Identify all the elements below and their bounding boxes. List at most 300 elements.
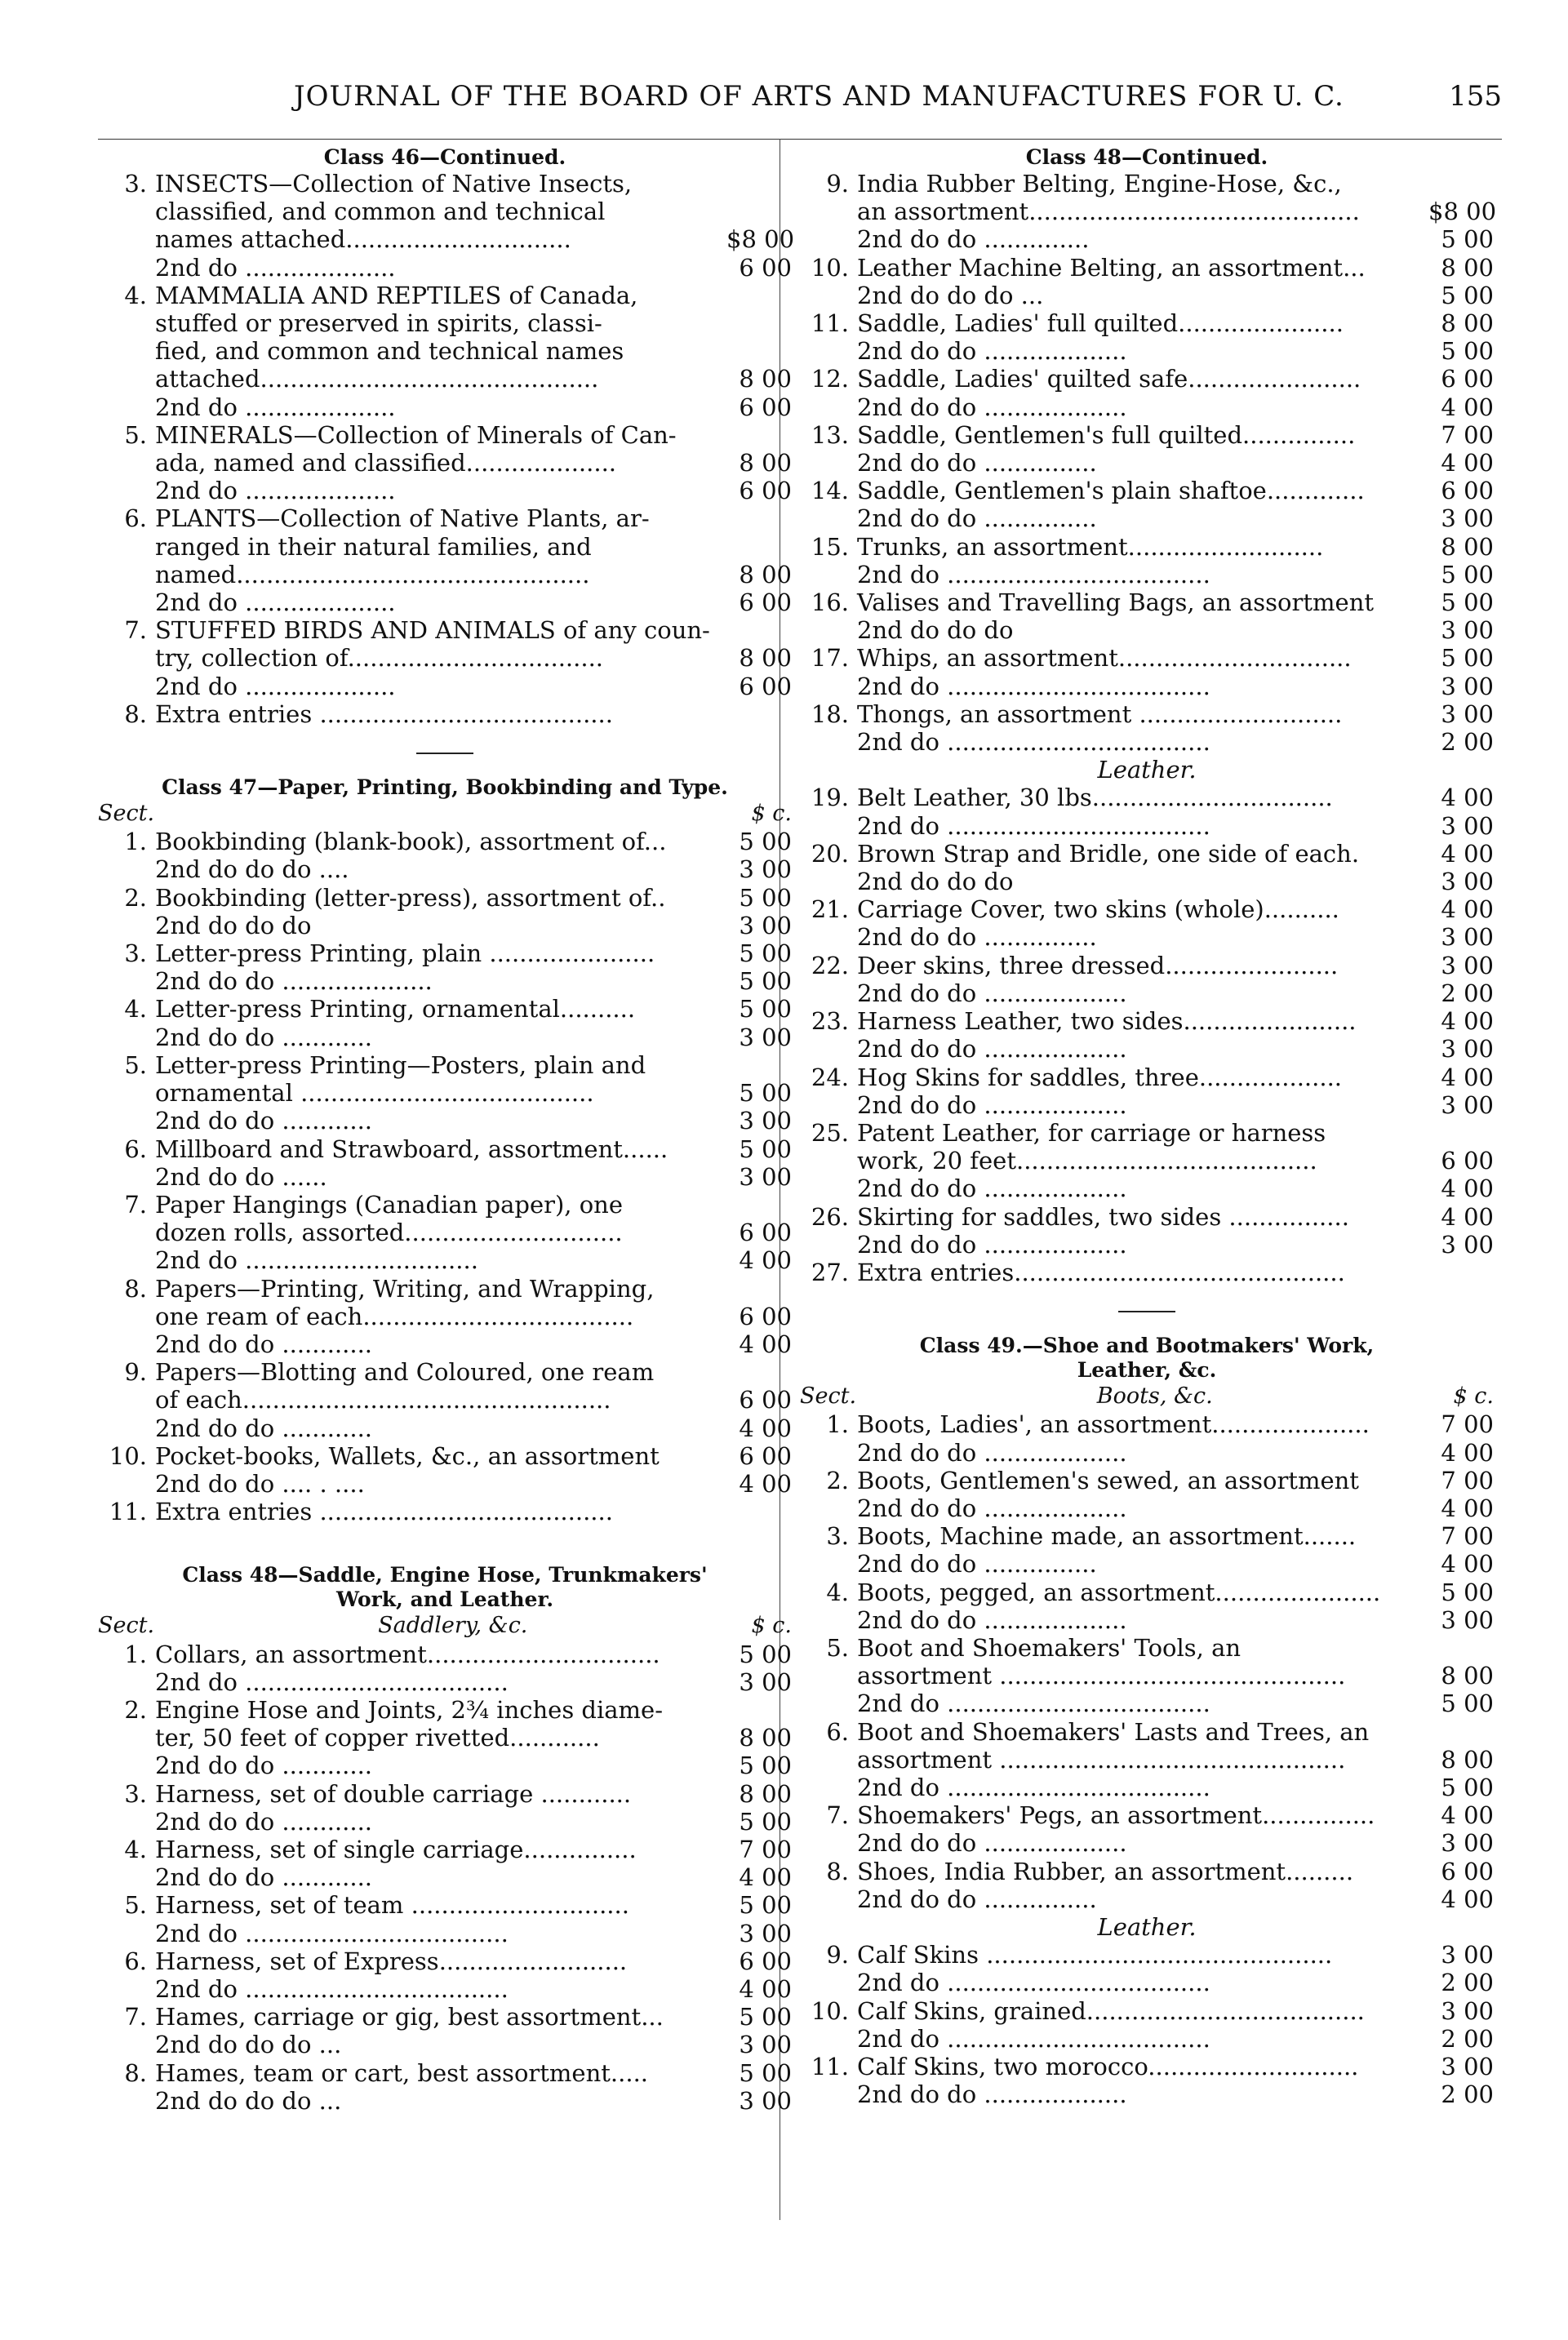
item-number: 25. — [811, 1118, 849, 1147]
list-item — [800, 1969, 1494, 1996]
list-item — [800, 1829, 1494, 1857]
item-price: 4 00 — [1441, 393, 1494, 421]
item-description: Shoes, India Rubber, an assortment......... — [857, 1857, 1354, 1885]
item-price — [726, 1696, 792, 1724]
item-number: 8. — [124, 699, 147, 728]
item-number: 11. — [811, 309, 849, 338]
item-price — [726, 533, 792, 561]
item-price: 6 00 — [1441, 1857, 1494, 1885]
item-description: Boot and Shoemakers' Tools, an — [857, 1633, 1242, 1662]
currency-label: $ c. — [1453, 1383, 1494, 1410]
item-price: 6 00 — [739, 477, 792, 505]
item-price: 5 00 — [1441, 560, 1494, 588]
item-price: 5 00 — [739, 1752, 792, 1780]
item-number — [800, 1774, 857, 1801]
item-description: MAMMALIA AND REPTILES of Canada, — [155, 281, 638, 309]
item-price — [1428, 1634, 1494, 1662]
list-item — [800, 1606, 1494, 1634]
item-number: 11. — [109, 1498, 147, 1526]
item-price: 4 00 — [1441, 1063, 1494, 1091]
item-price: 4 00 — [1441, 895, 1494, 924]
item-description: Saddle, Gentlemen's full quilted............... — [857, 420, 1356, 449]
item-price: 3 00 — [1441, 616, 1494, 645]
item-description: 2nd do ................................... — [155, 1974, 509, 2003]
item-number: 8. — [124, 1274, 147, 1303]
item-price: 3 00 — [1441, 868, 1494, 896]
list-item — [98, 700, 792, 728]
item-description: Letter-press Printing, plain ...................... — [155, 939, 655, 968]
list-item — [800, 1885, 1494, 1913]
item-description: Harness, set of double carriage ............ — [155, 1779, 632, 1808]
item-description: ranged in their natural families, and — [155, 532, 592, 561]
item-number: 24. — [811, 1063, 849, 1091]
list-item — [800, 616, 1494, 644]
item-number: 21. — [811, 895, 849, 924]
item-number — [98, 1808, 155, 1836]
item-price: 6 00 — [739, 1386, 792, 1414]
list-item — [98, 1920, 792, 1947]
item-number — [98, 2087, 155, 2115]
item-price: 3 00 — [739, 2031, 792, 2059]
item-price: 4 00 — [1441, 1801, 1494, 1830]
item-description: 2nd do do .................... — [155, 967, 433, 996]
item-number — [98, 1330, 155, 1358]
item-number: 10. — [109, 1441, 147, 1470]
item-price: 6 00 — [739, 1219, 792, 1247]
list-item — [98, 1696, 792, 1724]
list-item — [800, 868, 1494, 895]
item-description: 2nd do ............................... — [155, 1246, 478, 1275]
item-price: 3 00 — [1441, 672, 1494, 700]
class-heading: Class 49.—Shoe and Bootmakers' Work, — [919, 1334, 1375, 1358]
item-description: Trunks, an assortment.......................... — [857, 532, 1324, 561]
list-item — [800, 784, 1494, 811]
item-number: 8. — [124, 2058, 147, 2087]
item-description: 2nd do .................... — [155, 477, 396, 505]
item-price: 4 00 — [1441, 1438, 1494, 1467]
item-description: of each................................................. — [155, 1386, 611, 1414]
item-price — [726, 1191, 792, 1219]
item-price: 5 00 — [739, 1640, 792, 1668]
item-number — [98, 477, 155, 504]
item-price: 4 00 — [739, 1414, 792, 1442]
item-description: dozen rolls, assorted............................. — [155, 1219, 623, 1247]
right-column — [800, 145, 1497, 2109]
item-price: 4 00 — [1441, 1550, 1494, 1579]
item-price: 7 00 — [1441, 1522, 1494, 1551]
item-number — [800, 1885, 857, 1913]
item-number — [98, 254, 155, 282]
item-number: 16. — [811, 588, 849, 617]
item-description: Carriage Cover, two skins (whole).......... — [857, 895, 1339, 924]
item-description: 2nd do .................... — [155, 253, 396, 282]
item-number: 4. — [124, 281, 147, 309]
item-number: 10. — [811, 1996, 849, 2025]
item-description: Boots, pegged, an assortment...................... — [857, 1578, 1381, 1606]
list-item — [98, 1863, 792, 1891]
list-item — [98, 967, 792, 995]
item-number — [800, 1439, 857, 1467]
item-number: 7. — [124, 1190, 147, 1219]
list-item — [98, 1975, 792, 2003]
item-number: 1. — [124, 1640, 147, 1668]
list-item — [98, 170, 792, 198]
item-price — [726, 337, 792, 365]
item-price: 3 00 — [1441, 1996, 1494, 2025]
list-item — [800, 1119, 1494, 1147]
item-price — [726, 616, 792, 644]
item-price: 6 00 — [739, 253, 792, 282]
item-description: 2nd do do ............... — [857, 1550, 1097, 1579]
item-number — [98, 1414, 155, 1442]
item-number: 7. — [124, 616, 147, 645]
list-item — [98, 1246, 792, 1274]
item-number: 11. — [811, 2053, 849, 2080]
list-item — [98, 198, 792, 225]
item-number: 3. — [124, 170, 147, 198]
item-description: ornamental ....................................... — [155, 1079, 594, 1108]
item-price: 7 00 — [1441, 1466, 1494, 1494]
item-number — [98, 855, 155, 883]
list-item — [98, 1275, 792, 1303]
item-number — [800, 198, 857, 225]
item-price: 2 00 — [1441, 979, 1494, 1007]
item-number — [800, 923, 857, 951]
item-price: 8 00 — [739, 449, 792, 477]
list-item — [98, 1219, 792, 1246]
item-price: 4 00 — [739, 1863, 792, 1892]
item-price: 6 00 — [739, 1302, 792, 1330]
item-description: Boots, Machine made, an assortment....... — [857, 1522, 1357, 1551]
item-price: 4 00 — [1441, 1202, 1494, 1231]
item-price: 5 00 — [739, 2058, 792, 2087]
list-item — [800, 2053, 1494, 2080]
item-number — [98, 1752, 155, 1779]
item-description: 2nd do .................... — [155, 672, 396, 700]
item-number: 3. — [124, 1779, 147, 1808]
item-number: 22. — [811, 951, 849, 979]
item-description: Bookbinding (blank-book), assortment of... — [155, 828, 667, 856]
list-item — [800, 1718, 1494, 1746]
list-item — [800, 1467, 1494, 1494]
item-price: 5 00 — [1441, 225, 1494, 254]
item-price: 3 00 — [739, 1667, 792, 1696]
section-subheading: Leather. — [1097, 756, 1197, 784]
item-price: 5 00 — [739, 1079, 792, 1108]
item-number — [98, 1219, 155, 1246]
section-subheading: Leather. — [1097, 1912, 1197, 1941]
list-item — [98, 1947, 792, 1975]
item-number — [800, 282, 857, 309]
item-number — [800, 728, 857, 756]
list-item — [98, 2087, 792, 2115]
item-price: 4 00 — [1441, 1885, 1494, 1913]
item-price: 8 00 — [1441, 309, 1494, 338]
item-description: Leather Machine Belting, an assortment... — [857, 253, 1366, 282]
item-price: 4 00 — [739, 1974, 792, 2003]
list-item — [800, 1774, 1494, 1801]
item-number: 26. — [811, 1202, 849, 1231]
item-price: 5 00 — [1441, 588, 1494, 617]
item-number — [800, 1231, 857, 1259]
item-number: 9. — [124, 1358, 147, 1387]
item-number — [98, 2031, 155, 2058]
item-price: 7 00 — [1441, 1410, 1494, 1439]
list-item — [98, 2031, 792, 2058]
item-number — [98, 198, 155, 225]
item-description: 2nd do do do .... — [155, 855, 349, 884]
item-number — [800, 337, 857, 365]
item-description: 2nd do do .............. — [857, 225, 1090, 254]
item-description: assortment .............................................. — [857, 1662, 1346, 1690]
item-description: Boots, Ladies', an assortment..................... — [857, 1410, 1370, 1439]
item-price: 8 00 — [739, 1724, 792, 1752]
item-description: 2nd do do ................... — [857, 1494, 1127, 1522]
column-heading-row — [98, 800, 792, 828]
item-description: Valises and Travelling Bags, an assortment — [857, 588, 1375, 617]
item-description: 2nd do .................... — [155, 393, 396, 421]
item-price: 3 00 — [739, 911, 792, 939]
item-description: Papers—Blotting and Coloured, one ream — [155, 1358, 655, 1387]
list-item — [800, 2025, 1494, 2053]
item-description: Extra entries............................................ — [857, 1258, 1345, 1286]
list-item — [800, 504, 1494, 532]
item-description: 2nd do do ............... — [857, 923, 1097, 952]
class-heading: Class 47—Paper, Printing, Bookbinding and Type. — [162, 775, 728, 800]
item-description: 2nd do do ................... — [857, 1829, 1127, 1858]
item-number — [98, 1107, 155, 1134]
item-description: Saddle, Ladies' quilted safe....................... — [857, 365, 1361, 393]
class-heading: Work, and Leather. — [335, 1587, 554, 1612]
list-item — [800, 1007, 1494, 1035]
left-column — [98, 145, 795, 2115]
item-description: INSECTS—Collection of Native Insects, — [155, 170, 633, 198]
item-price: 5 00 — [1441, 1578, 1494, 1606]
item-number: 2. — [124, 883, 147, 912]
item-price — [726, 1275, 792, 1303]
list-item — [800, 1662, 1494, 1690]
list-item — [800, 198, 1497, 226]
list-item — [800, 644, 1494, 672]
item-number: 27. — [811, 1258, 849, 1286]
item-number — [800, 1690, 857, 1717]
item-price: 3 00 — [739, 1919, 792, 1947]
item-description: India Rubber Belting, Engine-Hose, &c., — [857, 170, 1342, 198]
list-item — [800, 1439, 1494, 1467]
item-price: 6 00 — [1441, 477, 1494, 505]
item-price — [726, 1051, 792, 1079]
item-price: 6 00 — [739, 1441, 792, 1470]
list-item — [800, 309, 1494, 337]
list-item — [800, 588, 1494, 616]
item-price: 2 00 — [1441, 2080, 1494, 2109]
item-number: 6. — [124, 504, 147, 533]
list-item — [800, 1035, 1494, 1063]
item-number: 7. — [124, 2003, 147, 2031]
list-item — [98, 1051, 792, 1079]
item-price: 5 00 — [739, 1134, 792, 1163]
list-item — [800, 337, 1494, 365]
item-number: 5. — [826, 1633, 849, 1662]
list-item — [800, 1063, 1494, 1091]
list-item — [800, 673, 1494, 700]
list-item — [800, 952, 1494, 979]
item-number — [800, 1746, 857, 1774]
item-number — [800, 1606, 857, 1634]
sect-label: Sect. — [98, 801, 155, 827]
list-item — [800, 1091, 1494, 1119]
item-price: 5 00 — [739, 939, 792, 968]
item-price — [726, 309, 792, 337]
item-number — [800, 673, 857, 700]
item-price: 8 00 — [1441, 532, 1494, 561]
list-item — [98, 393, 792, 421]
item-price: 4 00 — [1441, 449, 1494, 477]
item-number: 17. — [811, 644, 849, 673]
subcategory-label: Saddlery, &c. — [378, 1613, 528, 1639]
item-price — [726, 198, 792, 225]
item-description: 2nd do do do ... — [155, 2031, 342, 2059]
list-item — [800, 1147, 1494, 1174]
list-item — [800, 365, 1494, 393]
currency-label: $ c. — [751, 1613, 792, 1639]
list-item — [800, 1203, 1494, 1231]
item-number — [800, 812, 857, 840]
list-item — [800, 1550, 1494, 1578]
item-price — [1428, 1718, 1494, 1746]
item-price: 5 00 — [1441, 1690, 1494, 1718]
item-number — [98, 225, 155, 253]
list-item — [98, 1498, 792, 1525]
item-description: Letter-press Printing, ornamental.......... — [155, 995, 636, 1023]
item-number — [800, 1829, 857, 1857]
item-description: Boots, Gentlemen's sewed, an assortment — [857, 1466, 1359, 1494]
item-description: 2nd do do ................... — [857, 1438, 1127, 1467]
item-description: 2nd do do do — [857, 616, 1014, 645]
item-price: 7 00 — [1441, 420, 1494, 449]
item-description: 2nd do do do — [155, 911, 312, 939]
item-description: PLANTS—Collection of Native Plants, ar- — [155, 504, 650, 533]
item-number: 10. — [811, 253, 849, 282]
header-rule — [98, 139, 1502, 140]
item-description: 2nd do ................................... — [857, 728, 1210, 757]
list-item — [98, 1442, 792, 1470]
item-number — [98, 337, 155, 365]
item-description: 2nd do do ............ — [155, 1807, 373, 1836]
item-price: $8 00 — [1428, 198, 1497, 226]
item-number — [98, 1386, 155, 1414]
item-description: an assortment............................................ — [857, 198, 1360, 226]
item-number: 12. — [811, 365, 849, 393]
item-description: 2nd do do .... . .... — [155, 1469, 365, 1498]
item-price: 8 00 — [1441, 253, 1494, 282]
list-item — [98, 337, 792, 365]
item-description: Extra entries ....................................... — [155, 1498, 613, 1526]
section-rule — [1118, 1311, 1175, 1312]
item-price: 3 00 — [1441, 1090, 1494, 1119]
list-item — [98, 225, 795, 254]
item-description: 2nd do do ................... — [857, 1230, 1127, 1259]
list-item — [98, 995, 792, 1023]
list-item — [98, 2059, 792, 2087]
item-description: Collars, an assortment............................... — [155, 1640, 660, 1668]
item-description: Shoemakers' Pegs, an assortment............... — [857, 1801, 1375, 1830]
item-price: 5 00 — [739, 1891, 792, 1920]
item-description: 2nd do do ................... — [857, 979, 1127, 1007]
item-number — [98, 1863, 155, 1891]
item-price: 3 00 — [1441, 1941, 1494, 1969]
list-item — [98, 1668, 792, 1696]
item-number — [98, 309, 155, 337]
item-description: Paper Hangings (Canadian paper), one — [155, 1190, 624, 1219]
item-description: Skirting for saddles, two sides ................ — [857, 1202, 1349, 1231]
list-item — [98, 282, 792, 309]
item-price — [726, 504, 792, 532]
item-description: Hames, carriage or gig, best assortment... — [155, 2003, 664, 2031]
page-number: 155 — [1449, 80, 1502, 113]
item-description: 2nd do ................................... — [857, 672, 1210, 700]
item-price: 7 00 — [739, 1835, 792, 1863]
list-item — [800, 561, 1494, 588]
item-price: 6 00 — [1441, 365, 1494, 393]
item-description: 2nd do do ............... — [857, 504, 1097, 533]
column-heading-row — [800, 1383, 1494, 1410]
item-number — [800, 504, 857, 532]
currency-label: $ c. — [751, 801, 792, 827]
list-item — [800, 923, 1494, 951]
item-description: 2nd do do ................... — [857, 2080, 1127, 2109]
list-item — [800, 1634, 1494, 1662]
sect-label: Sect. — [98, 1613, 155, 1639]
item-description: 2nd do do ................... — [857, 393, 1127, 421]
item-description: 2nd do do ................... — [857, 1605, 1127, 1634]
item-description: Harness, set of single carriage............... — [155, 1835, 637, 1863]
item-price: 6 00 — [739, 1947, 792, 1975]
item-description: Calf Skins, two morocco............................ — [857, 2053, 1359, 2080]
list-item — [800, 170, 1494, 198]
list-item — [98, 644, 792, 672]
item-price: 6 00 — [1441, 1147, 1494, 1175]
list-item — [98, 1470, 792, 1498]
list-item — [98, 588, 792, 616]
item-description: assortment .............................................. — [857, 1745, 1346, 1774]
list-item — [98, 504, 792, 532]
list-item — [98, 1414, 792, 1442]
list-item — [98, 1303, 792, 1330]
item-number: 2. — [124, 1695, 147, 1724]
item-description: 2nd do do ............ — [155, 1414, 373, 1442]
item-number — [98, 561, 155, 588]
list-item — [98, 1780, 792, 1808]
item-number: 6. — [124, 1947, 147, 1975]
item-price — [1428, 1119, 1494, 1147]
item-price: 6 00 — [739, 588, 792, 617]
item-description: ter, 50 feet of copper rivetted............ — [155, 1724, 600, 1752]
item-price: 3 00 — [1441, 1605, 1494, 1634]
item-number — [98, 967, 155, 995]
item-description: 2nd do do ...... — [155, 1162, 327, 1191]
item-number — [98, 588, 155, 616]
item-number — [800, 1174, 857, 1202]
item-price: 4 00 — [739, 1246, 792, 1275]
item-price: 3 00 — [739, 2086, 792, 2115]
item-number: 18. — [811, 699, 849, 728]
item-price: 5 00 — [1441, 337, 1494, 366]
item-description: 2nd do ................................... — [857, 2024, 1210, 2053]
item-number — [800, 2025, 857, 2053]
item-description: Harness, set of team ............................. — [155, 1891, 629, 1920]
item-number: 9. — [826, 1941, 849, 1969]
